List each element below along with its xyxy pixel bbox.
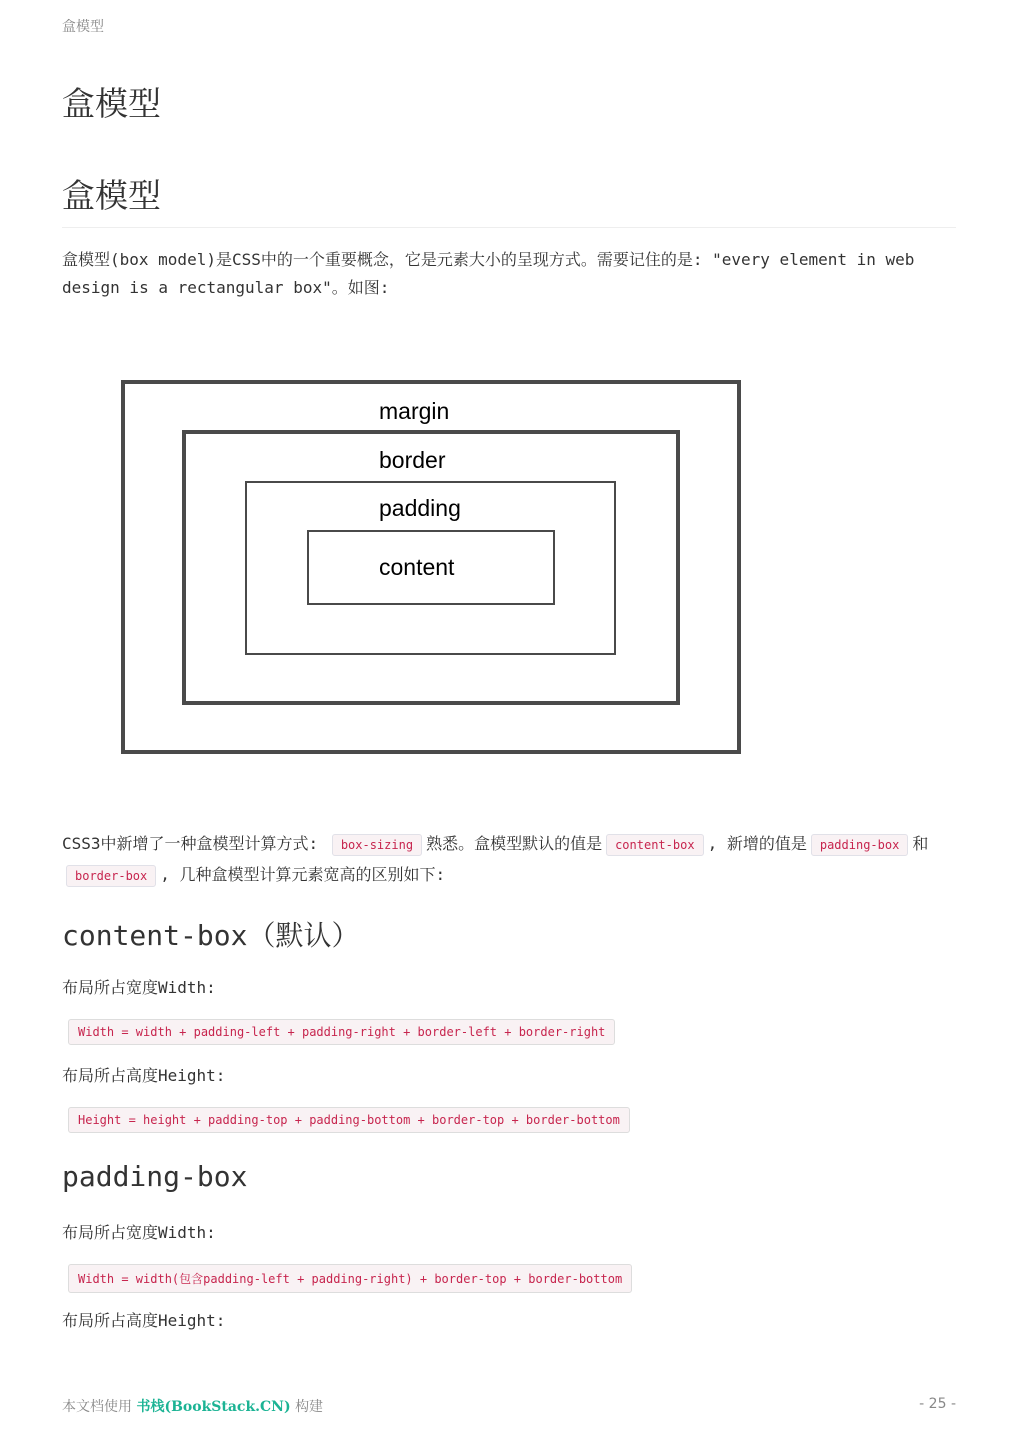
padding-box-width-label: 布局所占宽度Width: (62, 1223, 216, 1242)
css3-text-4: 和 (912, 834, 929, 853)
margin-label: margin (379, 398, 450, 424)
footer-suffix: 构建 (295, 1399, 324, 1415)
content-box-height-label: 布局所占高度Height: (62, 1066, 226, 1085)
padding-box-width-formula: Width = width(包含padding-left + padding-right) + border-top + border-bottom (68, 1264, 632, 1293)
footer-prefix: 本文档使用 (62, 1399, 132, 1415)
content-box-heading (62, 914, 359, 954)
content-label: content (379, 554, 455, 580)
inline-code-border-box: border-box (66, 865, 156, 887)
padding-box-heading: padding-box (62, 1160, 248, 1193)
section-title: 盒模型 (62, 176, 161, 215)
padding-box-height-label: 布局所占高度Height: (62, 1311, 226, 1330)
footer-brand-link[interactable]: 书栈(BookStack.CN) (136, 1399, 291, 1415)
content-box-height-formula: Height = height + padding-top + padding-bottom + border-top + border-bottom (68, 1107, 630, 1133)
running-header: 盒模型 (62, 19, 104, 35)
content-box-heading-code: content-box (62, 919, 248, 952)
css3-text-1: CSS3中新增了一种盒模型计算方式: (62, 834, 319, 853)
box-model-diagram (118, 376, 748, 761)
content-box-heading-suffix: （默认） (247, 919, 360, 952)
inline-code-padding-box: padding-box (811, 834, 908, 856)
content-box-width-label: 布局所占宽度Width: (62, 978, 216, 997)
page-footer (62, 1396, 323, 1416)
css3-text-3: , 新增的值是 (707, 834, 807, 853)
css3-text-5: , 几种盒模型计算元素宽高的区别如下: (160, 865, 446, 884)
border-label: border (379, 447, 446, 473)
content-box-width-formula: Width = width + padding-left + padding-right + border-left + border-right (68, 1019, 615, 1045)
page-number: - 25 - (919, 1396, 956, 1412)
css3-text-2: 熟悉。盒模型默认的值是 (426, 834, 603, 853)
inline-code-content-box: content-box (606, 834, 703, 856)
page-title: 盒模型 (62, 84, 161, 123)
padding-label: padding (379, 495, 461, 521)
intro-paragraph: 盒模型(box model)是CSS中的一个重要概念，它是元素大小的呈现方式。需要记住的是: "every element in web design is a rectangular box"。如图: (62, 250, 915, 297)
css3-paragraph (62, 829, 956, 891)
inline-code-box-sizing: box-sizing (332, 834, 422, 856)
section-divider (62, 227, 956, 228)
